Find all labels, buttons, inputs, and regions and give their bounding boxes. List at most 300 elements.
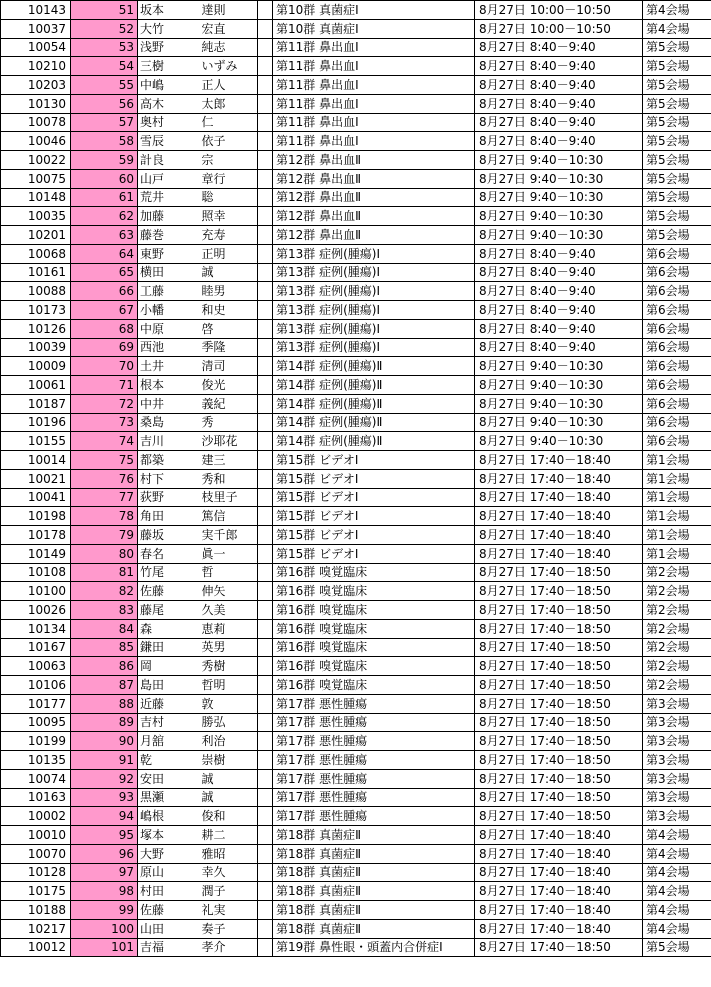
session-time: 8月27日 17:40－18:40 <box>475 544 643 563</box>
presentation-number: 71 <box>71 376 138 395</box>
presentation-number: 90 <box>71 732 138 751</box>
presentation-number: 70 <box>71 357 138 376</box>
table-row <box>1 432 711 451</box>
presenter-id: 10100 <box>1 582 71 601</box>
session-room: 第2会場 <box>643 638 711 657</box>
presentation-number: 75 <box>71 451 138 470</box>
presentation-number: 96 <box>71 844 138 863</box>
session-name: 第17群 悪性腫瘍 <box>273 751 475 770</box>
presenter-id: 10106 <box>1 676 71 695</box>
presentation-number: 51 <box>71 1 138 20</box>
presenter-id: 10178 <box>1 526 71 545</box>
presenter-id: 10074 <box>1 769 71 788</box>
presenter-id: 10010 <box>1 826 71 845</box>
column-spacer <box>258 882 273 901</box>
session-room: 第5会場 <box>643 207 711 226</box>
presenter-id: 10068 <box>1 244 71 263</box>
column-spacer <box>258 226 273 245</box>
presenter-surname: 奥村 <box>138 113 198 132</box>
session-room: 第6会場 <box>643 301 711 320</box>
presenter-id: 10041 <box>1 488 71 507</box>
session-name: 第11群 鼻出血Ⅰ <box>273 38 475 57</box>
column-spacer <box>258 94 273 113</box>
session-room: 第1会場 <box>643 544 711 563</box>
session-room: 第1会場 <box>643 469 711 488</box>
session-time: 8月27日 17:40－18:40 <box>475 919 643 938</box>
session-time: 8月27日 17:40－18:50 <box>475 694 643 713</box>
session-room: 第5会場 <box>643 132 711 151</box>
session-name: 第12群 鼻出血Ⅱ <box>273 169 475 188</box>
column-spacer <box>258 132 273 151</box>
presenter-surname: 嶋根 <box>138 807 198 826</box>
presenter-given-name: 充寿 <box>198 226 258 245</box>
presenter-surname: 佐藤 <box>138 901 198 920</box>
session-room: 第3会場 <box>643 732 711 751</box>
presenter-id: 10167 <box>1 638 71 657</box>
session-time: 8月27日 17:40－18:40 <box>475 469 643 488</box>
session-name: 第14群 症例(腫瘍)Ⅱ <box>273 394 475 413</box>
session-room: 第5会場 <box>643 188 711 207</box>
table-row <box>1 169 711 188</box>
session-name: 第16群 嗅覚臨床 <box>273 676 475 695</box>
session-name: 第15群 ビデオⅠ <box>273 507 475 526</box>
presentation-number: 81 <box>71 563 138 582</box>
presenter-given-name: 秀樹 <box>198 657 258 676</box>
table-row <box>1 844 711 863</box>
table-row <box>1 76 711 95</box>
table-row <box>1 713 711 732</box>
session-room: 第2会場 <box>643 601 711 620</box>
session-name: 第15群 ビデオⅠ <box>273 544 475 563</box>
column-spacer <box>258 619 273 638</box>
session-name: 第14群 症例(腫瘍)Ⅱ <box>273 357 475 376</box>
session-name: 第12群 鼻出血Ⅱ <box>273 207 475 226</box>
presenter-given-name: 聡 <box>198 188 258 207</box>
session-room: 第1会場 <box>643 507 711 526</box>
presentation-number: 82 <box>71 582 138 601</box>
table-row <box>1 338 711 357</box>
table-row <box>1 488 711 507</box>
presenter-surname: 藤尾 <box>138 601 198 620</box>
presenter-given-name: 正明 <box>198 244 258 263</box>
presenter-surname: 中嶋 <box>138 76 198 95</box>
session-room: 第5会場 <box>643 94 711 113</box>
session-name: 第17群 悪性腫瘍 <box>273 807 475 826</box>
session-room: 第3会場 <box>643 694 711 713</box>
session-room: 第4会場 <box>643 844 711 863</box>
session-time: 8月27日 17:40－18:50 <box>475 619 643 638</box>
session-name: 第11群 鼻出血Ⅰ <box>273 113 475 132</box>
session-time: 8月27日 8:40－9:40 <box>475 263 643 282</box>
presenter-given-name: 礼実 <box>198 901 258 920</box>
column-spacer <box>258 826 273 845</box>
session-name: 第18群 真菌症Ⅱ <box>273 901 475 920</box>
presentation-number: 58 <box>71 132 138 151</box>
session-name: 第18群 真菌症Ⅱ <box>273 919 475 938</box>
session-room: 第2会場 <box>643 676 711 695</box>
column-spacer <box>258 919 273 938</box>
presenter-id: 10070 <box>1 844 71 863</box>
presentation-number: 67 <box>71 301 138 320</box>
column-spacer <box>258 507 273 526</box>
presenter-surname: 大竹 <box>138 19 198 38</box>
presenter-surname: 浅野 <box>138 38 198 57</box>
session-room: 第6会場 <box>643 376 711 395</box>
session-name: 第11群 鼻出血Ⅰ <box>273 76 475 95</box>
presenter-given-name: 俊和 <box>198 807 258 826</box>
column-spacer <box>258 863 273 882</box>
session-room: 第5会場 <box>643 57 711 76</box>
presenter-surname: 佐藤 <box>138 582 198 601</box>
session-time: 8月27日 17:40－18:50 <box>475 751 643 770</box>
column-spacer <box>258 751 273 770</box>
column-spacer <box>258 207 273 226</box>
presenter-surname: 小幡 <box>138 301 198 320</box>
column-spacer <box>258 769 273 788</box>
session-name: 第13群 症例(腫瘍)Ⅰ <box>273 263 475 282</box>
presenter-surname: 中原 <box>138 319 198 338</box>
table-row <box>1 94 711 113</box>
table-row <box>1 38 711 57</box>
session-time: 8月27日 17:40－18:40 <box>475 901 643 920</box>
presenter-given-name: 依子 <box>198 132 258 151</box>
session-time: 8月27日 8:40－9:40 <box>475 338 643 357</box>
session-name: 第15群 ビデオⅠ <box>273 526 475 545</box>
table-row <box>1 413 711 432</box>
presenter-surname: 藤坂 <box>138 526 198 545</box>
table-row <box>1 544 711 563</box>
table-row <box>1 113 711 132</box>
presenter-id: 10022 <box>1 151 71 170</box>
presenter-id: 10009 <box>1 357 71 376</box>
table-row <box>1 526 711 545</box>
presenter-surname: 荒井 <box>138 188 198 207</box>
session-name: 第14群 症例(腫瘍)Ⅱ <box>273 413 475 432</box>
presenter-surname: 岡 <box>138 657 198 676</box>
column-spacer <box>258 57 273 76</box>
table-row <box>1 1 711 20</box>
presenter-given-name: 久美 <box>198 601 258 620</box>
table-row <box>1 507 711 526</box>
session-time: 8月27日 17:40－18:50 <box>475 769 643 788</box>
session-time: 8月27日 9:40－10:30 <box>475 413 643 432</box>
presentation-number: 91 <box>71 751 138 770</box>
session-room: 第6会場 <box>643 432 711 451</box>
session-time: 8月27日 8:40－9:40 <box>475 319 643 338</box>
table-row <box>1 638 711 657</box>
session-time: 8月27日 9:40－10:30 <box>475 376 643 395</box>
presenter-surname: 黒瀬 <box>138 788 198 807</box>
presentation-number: 73 <box>71 413 138 432</box>
table-row <box>1 807 711 826</box>
presenter-surname: 三樹 <box>138 57 198 76</box>
presenter-surname: 吉川 <box>138 432 198 451</box>
session-name: 第13群 症例(腫瘍)Ⅰ <box>273 319 475 338</box>
column-spacer <box>258 694 273 713</box>
column-spacer <box>258 413 273 432</box>
table-row <box>1 563 711 582</box>
session-name: 第10群 真菌症Ⅰ <box>273 1 475 20</box>
table-row <box>1 882 711 901</box>
presenter-given-name: 俊光 <box>198 376 258 395</box>
presenter-id: 10054 <box>1 38 71 57</box>
session-room: 第5会場 <box>643 151 711 170</box>
table-row <box>1 207 711 226</box>
presentation-number: 63 <box>71 226 138 245</box>
presenter-id: 10002 <box>1 807 71 826</box>
presenter-given-name: 幸久 <box>198 863 258 882</box>
table-row <box>1 619 711 638</box>
presenter-given-name: 誠 <box>198 769 258 788</box>
presenter-id: 10035 <box>1 207 71 226</box>
session-name: 第16群 嗅覚臨床 <box>273 638 475 657</box>
session-name: 第17群 悪性腫瘍 <box>273 694 475 713</box>
session-time: 8月27日 17:40－18:50 <box>475 938 643 957</box>
presenter-given-name: 純志 <box>198 38 258 57</box>
presenter-given-name: 哲 <box>198 563 258 582</box>
session-name: 第17群 悪性腫瘍 <box>273 769 475 788</box>
session-time: 8月27日 8:40－9:40 <box>475 38 643 57</box>
column-spacer <box>258 338 273 357</box>
column-spacer <box>258 319 273 338</box>
presenter-given-name: 潤子 <box>198 882 258 901</box>
session-time: 8月27日 8:40－9:40 <box>475 113 643 132</box>
presenter-id: 10163 <box>1 788 71 807</box>
presenter-id: 10217 <box>1 919 71 938</box>
presenter-given-name: 枝里子 <box>198 488 258 507</box>
session-room: 第3会場 <box>643 807 711 826</box>
session-room: 第6会場 <box>643 357 711 376</box>
presentation-number: 53 <box>71 38 138 57</box>
presentation-number: 56 <box>71 94 138 113</box>
session-time: 8月27日 17:40－18:40 <box>475 844 643 863</box>
presenter-given-name: 建三 <box>198 451 258 470</box>
column-spacer <box>258 544 273 563</box>
table-row <box>1 263 711 282</box>
presenter-surname: 塚本 <box>138 826 198 845</box>
column-spacer <box>258 601 273 620</box>
presenter-id: 10021 <box>1 469 71 488</box>
session-time: 8月27日 17:40－18:50 <box>475 657 643 676</box>
session-room: 第6会場 <box>643 413 711 432</box>
session-room: 第4会場 <box>643 901 711 920</box>
presenter-given-name: 仁 <box>198 113 258 132</box>
session-room: 第3会場 <box>643 788 711 807</box>
session-time: 8月27日 10:00－10:50 <box>475 19 643 38</box>
presenter-surname: 荻野 <box>138 488 198 507</box>
presenter-given-name: 清司 <box>198 357 258 376</box>
presentation-number: 97 <box>71 863 138 882</box>
presenter-given-name: 正人 <box>198 76 258 95</box>
session-time: 8月27日 17:40－18:50 <box>475 732 643 751</box>
presentation-number: 52 <box>71 19 138 38</box>
presenter-id: 10201 <box>1 226 71 245</box>
session-room: 第5会場 <box>643 76 711 95</box>
column-spacer <box>258 282 273 301</box>
presenter-id: 10143 <box>1 1 71 20</box>
session-time: 8月27日 8:40－9:40 <box>475 76 643 95</box>
presenter-id: 10134 <box>1 619 71 638</box>
session-time: 8月27日 10:00－10:50 <box>475 1 643 20</box>
presenter-id: 10188 <box>1 901 71 920</box>
presenter-given-name: 耕二 <box>198 826 258 845</box>
session-time: 8月27日 8:40－9:40 <box>475 57 643 76</box>
presentation-number: 74 <box>71 432 138 451</box>
session-room: 第6会場 <box>643 282 711 301</box>
presenter-surname: 春名 <box>138 544 198 563</box>
presenter-surname: 安田 <box>138 769 198 788</box>
presenter-given-name: 啓 <box>198 319 258 338</box>
column-spacer <box>258 657 273 676</box>
presentation-number: 99 <box>71 901 138 920</box>
presenter-id: 10210 <box>1 57 71 76</box>
presenter-given-name: 恵莉 <box>198 619 258 638</box>
presenter-surname: 村田 <box>138 882 198 901</box>
presenter-given-name: 太郎 <box>198 94 258 113</box>
presenter-given-name: 眞一 <box>198 544 258 563</box>
session-time: 8月27日 8:40－9:40 <box>475 301 643 320</box>
presenter-id: 10037 <box>1 19 71 38</box>
presenter-surname: 桑島 <box>138 413 198 432</box>
column-spacer <box>258 151 273 170</box>
table-row <box>1 469 711 488</box>
presenter-given-name: 敦 <box>198 694 258 713</box>
session-time: 8月27日 9:40－10:30 <box>475 394 643 413</box>
table-row <box>1 301 711 320</box>
presenter-surname: 月舘 <box>138 732 198 751</box>
session-time: 8月27日 17:40－18:40 <box>475 451 643 470</box>
presenter-surname: 藤巻 <box>138 226 198 245</box>
session-name: 第11群 鼻出血Ⅰ <box>273 57 475 76</box>
session-name: 第15群 ビデオⅠ <box>273 469 475 488</box>
column-spacer <box>258 357 273 376</box>
session-time: 8月27日 9:40－10:30 <box>475 151 643 170</box>
presentation-number: 61 <box>71 188 138 207</box>
presenter-id: 10061 <box>1 376 71 395</box>
presenter-surname: 西池 <box>138 338 198 357</box>
session-name: 第18群 真菌症Ⅱ <box>273 844 475 863</box>
presenter-id: 10187 <box>1 394 71 413</box>
presentation-number: 77 <box>71 488 138 507</box>
table-row <box>1 151 711 170</box>
presentation-number: 68 <box>71 319 138 338</box>
table-row <box>1 901 711 920</box>
presenter-given-name: 奏子 <box>198 919 258 938</box>
session-room: 第4会場 <box>643 826 711 845</box>
presenter-surname: 乾 <box>138 751 198 770</box>
session-room: 第3会場 <box>643 713 711 732</box>
presentation-number: 100 <box>71 919 138 938</box>
presenter-given-name: 和史 <box>198 301 258 320</box>
column-spacer <box>258 526 273 545</box>
column-spacer <box>258 19 273 38</box>
presentation-number: 65 <box>71 263 138 282</box>
session-room: 第1会場 <box>643 526 711 545</box>
session-time: 8月27日 17:40－18:50 <box>475 601 643 620</box>
column-spacer <box>258 432 273 451</box>
presentation-number: 94 <box>71 807 138 826</box>
presenter-given-name: 宏直 <box>198 19 258 38</box>
presenter-given-name: 季隆 <box>198 338 258 357</box>
table-row <box>1 188 711 207</box>
presenter-id: 10012 <box>1 938 71 957</box>
presenter-surname: 角田 <box>138 507 198 526</box>
column-spacer <box>258 638 273 657</box>
presenter-given-name: 秀 <box>198 413 258 432</box>
session-name: 第13群 症例(腫瘍)Ⅰ <box>273 244 475 263</box>
column-spacer <box>258 676 273 695</box>
column-spacer <box>258 188 273 207</box>
session-room: 第5会場 <box>643 38 711 57</box>
presenter-id: 10177 <box>1 694 71 713</box>
presenter-given-name: いずみ <box>198 57 258 76</box>
presenter-id: 10203 <box>1 76 71 95</box>
table-row <box>1 863 711 882</box>
table-row <box>1 57 711 76</box>
table-row <box>1 788 711 807</box>
table-row <box>1 582 711 601</box>
table-row <box>1 244 711 263</box>
session-name: 第15群 ビデオⅠ <box>273 451 475 470</box>
session-name: 第16群 嗅覚臨床 <box>273 619 475 638</box>
presenter-given-name: 篤信 <box>198 507 258 526</box>
presenter-given-name: 義紀 <box>198 394 258 413</box>
presenter-id: 10026 <box>1 601 71 620</box>
session-room: 第4会場 <box>643 919 711 938</box>
session-time: 8月27日 17:40－18:50 <box>475 676 643 695</box>
presenter-given-name: 宗 <box>198 151 258 170</box>
session-name: 第16群 嗅覚臨床 <box>273 563 475 582</box>
table-row <box>1 601 711 620</box>
presenter-given-name: 実千郎 <box>198 526 258 545</box>
presentation-number: 86 <box>71 657 138 676</box>
presenter-given-name: 誠 <box>198 788 258 807</box>
session-time: 8月27日 17:40－18:40 <box>475 488 643 507</box>
column-spacer <box>258 844 273 863</box>
table-row <box>1 732 711 751</box>
presenter-surname: 大野 <box>138 844 198 863</box>
presenter-surname: 横田 <box>138 263 198 282</box>
session-time: 8月27日 17:40－18:50 <box>475 563 643 582</box>
presenter-given-name: 利治 <box>198 732 258 751</box>
session-time: 8月27日 17:40－18:40 <box>475 826 643 845</box>
session-name: 第12群 鼻出血Ⅱ <box>273 151 475 170</box>
presentation-number: 80 <box>71 544 138 563</box>
presentation-number: 69 <box>71 338 138 357</box>
session-time: 8月27日 9:40－10:30 <box>475 357 643 376</box>
session-room: 第6会場 <box>643 244 711 263</box>
table-row <box>1 19 711 38</box>
session-time: 8月27日 9:40－10:30 <box>475 169 643 188</box>
presenter-surname: 竹尾 <box>138 563 198 582</box>
session-time: 8月27日 17:40－18:50 <box>475 582 643 601</box>
presentation-number: 87 <box>71 676 138 695</box>
session-room: 第5会場 <box>643 938 711 957</box>
presenter-id: 10075 <box>1 169 71 188</box>
column-spacer <box>258 563 273 582</box>
presenter-given-name: 雅昭 <box>198 844 258 863</box>
presenter-surname: 村下 <box>138 469 198 488</box>
presentation-number: 85 <box>71 638 138 657</box>
session-time: 8月27日 9:40－10:30 <box>475 188 643 207</box>
presentation-number: 95 <box>71 826 138 845</box>
session-time: 8月27日 17:40－18:40 <box>475 882 643 901</box>
session-name: 第18群 真菌症Ⅱ <box>273 863 475 882</box>
presenter-id: 10196 <box>1 413 71 432</box>
presenter-given-name: 哲明 <box>198 676 258 695</box>
presenter-surname: 計良 <box>138 151 198 170</box>
presenter-id: 10063 <box>1 657 71 676</box>
